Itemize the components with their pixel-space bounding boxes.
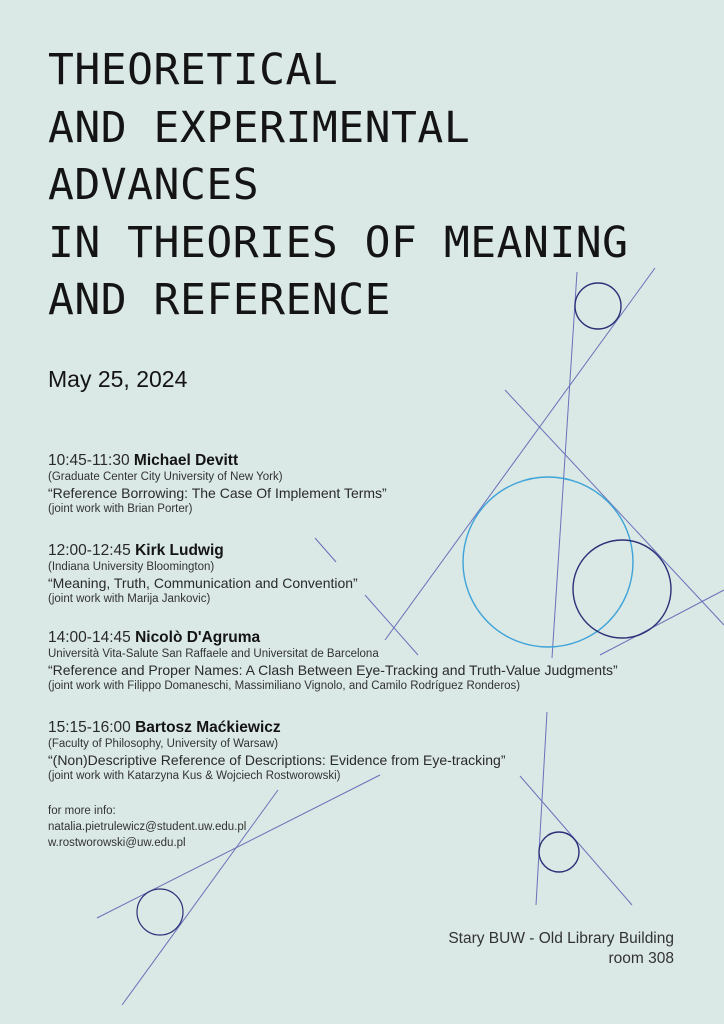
deco-line: [536, 712, 547, 905]
talk-title: “Meaning, Truth, Communication and Convention”: [48, 575, 358, 591]
talk-header: [48, 541, 358, 560]
deco-circle-large: [463, 477, 633, 647]
talk-time: 10:45-11:30: [48, 452, 130, 469]
speaker-affiliation: (Faculty of Philosophy, University of Warsaw): [48, 738, 279, 750]
venue-room: room 308: [608, 950, 674, 967]
deco-circle: [539, 832, 579, 872]
contact-label: for more info:: [48, 805, 116, 817]
talk-entry: [48, 628, 618, 694]
speaker-name: Bartosz Maćkiewicz: [135, 719, 281, 736]
event-title: [48, 42, 629, 330]
talk-time: 12:00-12:45: [48, 542, 131, 559]
talk-header: [48, 451, 387, 470]
talk-note: (joint work with Katarzyna Kus & Wojciech Rostworowski): [48, 770, 341, 782]
venue-building: Stary BUW - Old Library Building: [448, 930, 674, 947]
deco-circle: [137, 889, 183, 935]
talk-note: (joint work with Filippo Domaneschi, Massimiliano Vignolo, and Camilo Rodríguez Ronderos): [48, 680, 521, 692]
contact-info: [48, 803, 246, 851]
talk-time: 15:15-16:00: [48, 719, 131, 736]
deco-circle: [573, 540, 671, 638]
contact-email[interactable]: w.rostworowski@uw.edu.pl: [48, 837, 186, 849]
speaker-affiliation: (Graduate Center City University of New York): [48, 471, 283, 483]
talk-entry: [48, 451, 387, 517]
talk-entry: [48, 718, 506, 784]
deco-line: [552, 272, 577, 658]
speaker-name: Michael Devitt: [133, 452, 239, 469]
talk-note: (joint work with Marija Jankovic): [48, 593, 211, 605]
talk-title: “Reference and Proper Names: A Clash Between Eye-Tracking and Truth-Value Judgments”: [48, 662, 618, 678]
title-line: THEORETICAL: [48, 45, 339, 95]
speaker-affiliation: Università Vita-Salute San Raffaele and Universitat de Barcelona: [48, 648, 379, 660]
talk-note: (joint work with Brian Porter): [48, 503, 193, 515]
title-line: ADVANCES: [48, 160, 260, 210]
speaker-name: Kirk Ludwig: [135, 542, 224, 559]
talk-header: [48, 718, 506, 737]
event-date: May 25, 2024: [48, 366, 188, 392]
deco-line: [505, 390, 724, 625]
deco-line: [600, 590, 724, 655]
speaker-name: Nicolò D'Agruma: [135, 629, 261, 646]
title-line: AND EXPERIMENTAL: [48, 102, 471, 153]
title-line: AND REFERENCE: [48, 275, 392, 325]
talk-title: “(Non)Descriptive Reference of Descriptions: Evidence from Eye-tracking”: [48, 752, 506, 768]
talk-header: [48, 628, 618, 647]
talk-entry: [48, 541, 358, 607]
speaker-affiliation: (Indiana University Bloomington): [48, 561, 215, 573]
contact-email[interactable]: natalia.pietrulewicz@student.uw.edu.pl: [48, 821, 247, 833]
title-line: IN THEORIES OF MEANING: [48, 217, 629, 268]
talk-title: “Reference Borrowing: The Case Of Implement Terms”: [48, 485, 387, 501]
venue: [448, 929, 674, 969]
talk-time: 14:00-14:45: [48, 629, 131, 646]
